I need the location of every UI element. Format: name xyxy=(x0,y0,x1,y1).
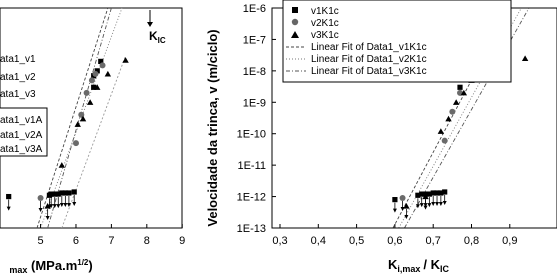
right-y-tick-label: 1E-11 xyxy=(237,160,266,173)
left-runout-arrowhead xyxy=(72,202,76,206)
right-point-v1K1c xyxy=(392,197,397,202)
right-point-v3K1c xyxy=(453,99,459,105)
left-legend-a-item: ata1_v1 xyxy=(0,54,36,65)
right-x-tick-label: 0,5 xyxy=(348,235,365,247)
right-y-axis-label: Velocidade da trinca, v (m/ciclo) xyxy=(205,29,220,227)
right-x-tick-label: 0,6 xyxy=(387,235,403,247)
right-chart xyxy=(205,0,557,274)
right-point-v1K1c xyxy=(457,85,462,90)
right-y-tick-label: 1E-13 xyxy=(236,223,266,235)
left-x-tick-label: 8 xyxy=(143,235,150,247)
left-point xyxy=(100,62,106,68)
legend-item-v2: v2K1c xyxy=(311,18,339,29)
left-legend-b-item: ata1_v1A xyxy=(0,115,43,126)
left-point xyxy=(59,162,65,168)
right-x-axis-label: $K_{i,max} / K_{IC}$ xyxy=(388,257,450,274)
right-point-v3K1c xyxy=(438,128,444,134)
right-y-tick-label: 1E-7 xyxy=(242,34,266,47)
left-runout-arrowhead xyxy=(60,203,64,207)
left-runout-arrowhead xyxy=(46,216,50,220)
left-runout-arrowhead xyxy=(63,203,67,207)
left-point xyxy=(66,190,71,195)
right-point-v3K1c xyxy=(522,55,528,61)
right-x-tick-label: 0,4 xyxy=(310,235,326,247)
left-legend-a xyxy=(0,54,36,100)
left-x-ticks xyxy=(38,224,186,247)
right-point-v3K1c xyxy=(445,116,451,122)
legend-item-v1: v1K1c xyxy=(311,6,339,17)
left-point xyxy=(84,90,90,96)
right-runout-arrowhead xyxy=(427,203,431,207)
left-point xyxy=(72,189,77,194)
right-y-ticks xyxy=(237,3,276,235)
right-runout-arrowhead xyxy=(424,206,428,210)
left-runout-arrowhead xyxy=(56,204,60,208)
kc-arrow-head xyxy=(147,22,153,27)
right-y-tick-label: 1E-6 xyxy=(242,3,266,15)
legend-square-icon xyxy=(292,7,298,13)
left-point xyxy=(87,99,93,105)
left-point xyxy=(92,71,98,77)
left-point xyxy=(38,195,44,201)
right-x-tick-label: 0,7 xyxy=(425,235,441,247)
right-runout-arrowhead xyxy=(420,203,424,207)
right-runout-arrowhead xyxy=(443,201,447,205)
left-point xyxy=(75,121,81,127)
right-point-v2K1c xyxy=(449,109,455,115)
left-legend-a-item: ata1_v3 xyxy=(0,89,36,100)
kc-label: $K_{IC}$ xyxy=(149,29,166,45)
legend-item-fit2: Linear Fit of Data1_v2K1c xyxy=(311,54,427,65)
left-legend-b-item: ata1_v2A xyxy=(0,130,43,141)
left-legend-a-item: ata1_v2 xyxy=(0,72,36,83)
right-y-tick-label: 1E-10 xyxy=(236,128,266,141)
right-runout-arrowhead xyxy=(439,202,443,206)
left-point xyxy=(73,140,79,146)
right-legend xyxy=(283,0,511,82)
left-x-tick-label: 6 xyxy=(72,235,80,247)
right-x-tick-label: 0,8 xyxy=(463,235,480,247)
legend-item-v3: v3K1c xyxy=(311,30,339,41)
right-point-v2K1c xyxy=(442,138,448,144)
right-runout-arrowhead xyxy=(431,202,435,206)
left-point xyxy=(122,57,128,63)
left-point xyxy=(89,77,95,83)
left-x-tick-label: 7 xyxy=(108,235,115,247)
right-runout-arrowhead xyxy=(435,202,439,206)
right-point-v2K1c xyxy=(400,195,406,201)
right-y-tick-label: 1E-9 xyxy=(242,97,266,110)
left-legend-b-item: ata1_v3A xyxy=(0,144,43,155)
right-y-tick-label: 1E-12 xyxy=(236,191,266,204)
left-chart xyxy=(0,8,185,275)
legend-circle-icon xyxy=(292,19,298,25)
left-point xyxy=(105,71,111,77)
right-point-v3K1c xyxy=(403,203,409,209)
left-runout-arrowhead xyxy=(7,207,11,211)
legend-item-fit1: Linear Fit of Data1_v1K1c xyxy=(311,42,427,53)
left-point xyxy=(6,194,11,199)
right-x-tick-label: 0,3 xyxy=(272,235,288,247)
right-x-tick-label: 0,9 xyxy=(502,235,518,247)
left-legend-b xyxy=(0,108,47,156)
right-runout-arrowhead xyxy=(393,209,397,213)
right-point-v1K1c xyxy=(442,189,447,194)
left-x-tick-label: 9 xyxy=(179,235,186,247)
right-y-tick-label: 1E-8 xyxy=(242,65,266,78)
legend-item-fit3: Linear Fit of Data1_v3K1c xyxy=(311,66,427,77)
right-x-ticks xyxy=(272,224,517,247)
left-x-axis-label: $_{max}$ $(MPa.m^{1/2})$ xyxy=(9,258,93,275)
left-x-tick-label: 5 xyxy=(37,235,44,247)
